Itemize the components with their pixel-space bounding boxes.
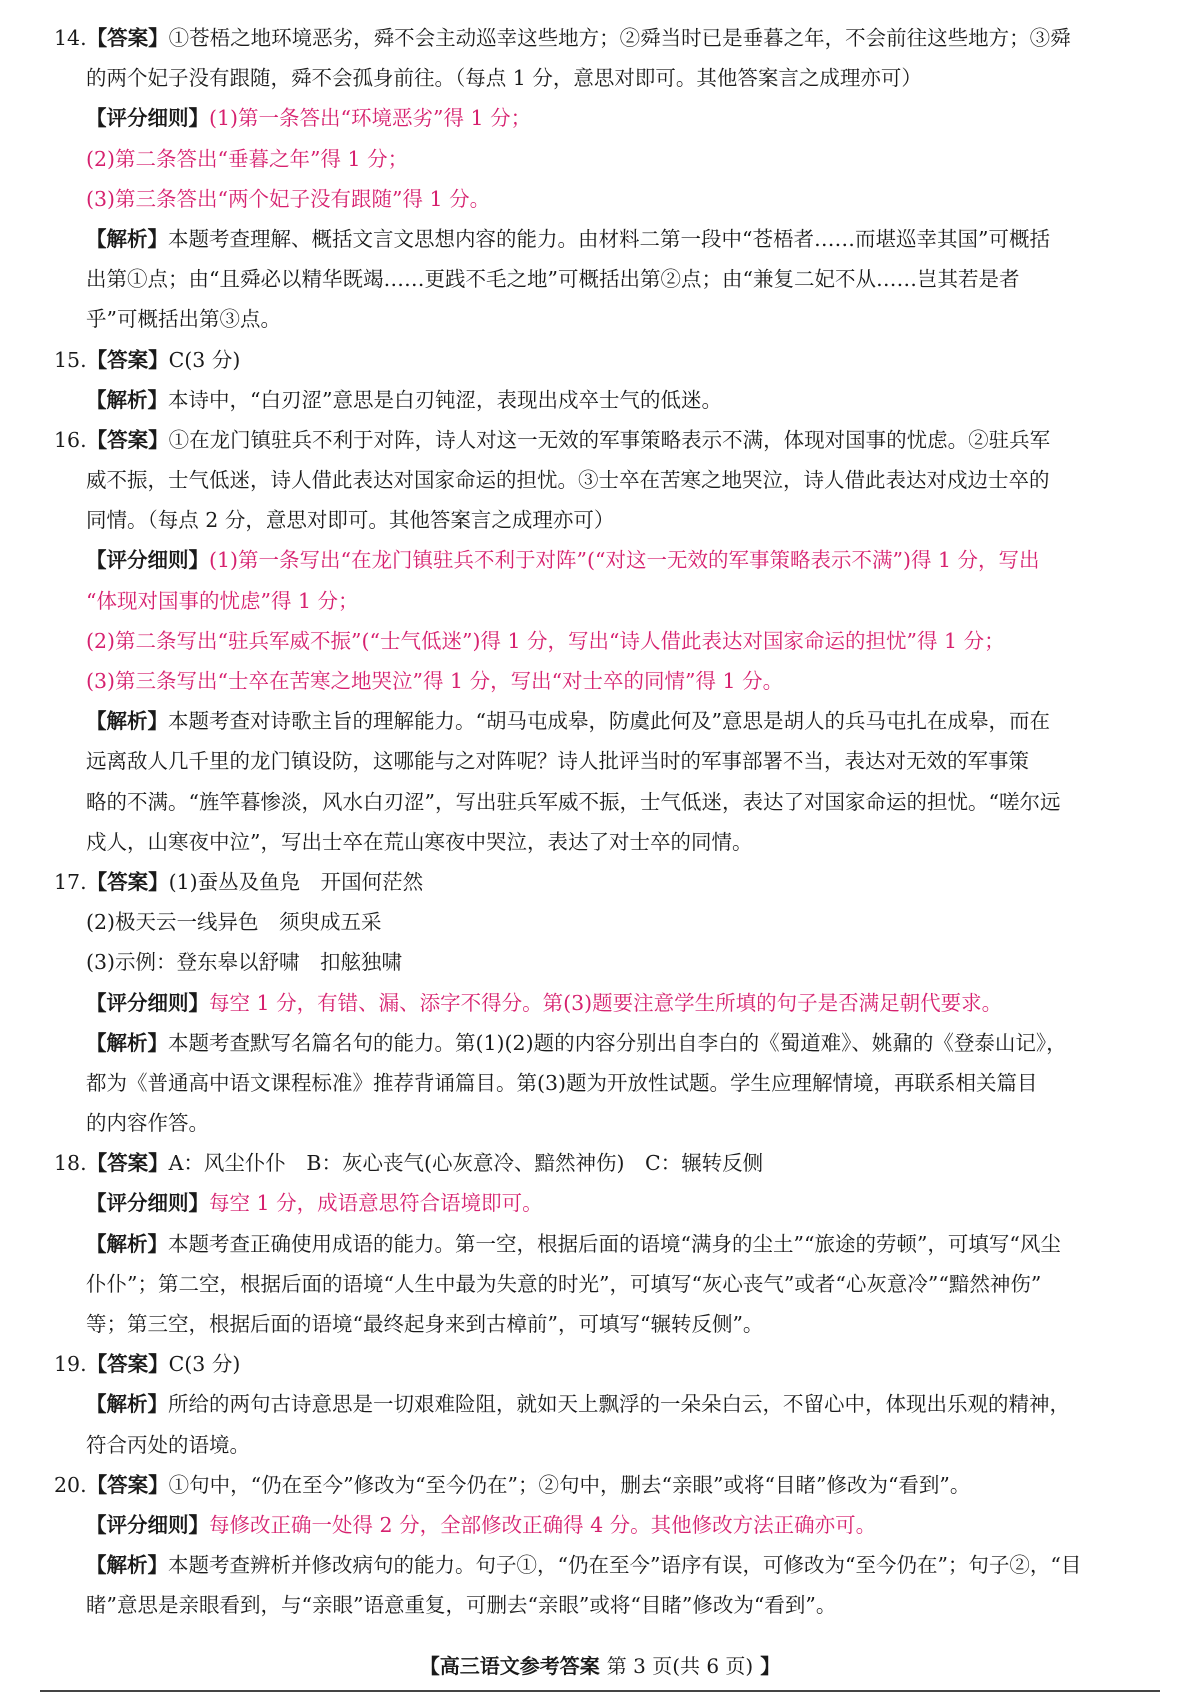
section-label: 【评分细则】 xyxy=(86,106,209,131)
question-number: 17. xyxy=(54,869,87,894)
text-line xyxy=(54,902,1144,942)
footer-close: 】 xyxy=(760,1654,781,1678)
text-line xyxy=(54,1143,1144,1183)
section-label: 【答案】 xyxy=(86,1472,169,1497)
text-line xyxy=(54,1224,1144,1264)
text-line xyxy=(54,1304,1144,1344)
scoring-rule-text: (1)第一条写出“在龙门镇驻兵不利于对阵”(“对这一无效的军事策略表示不满”)得 1 分，写出 xyxy=(209,548,1040,573)
body-text: (3)示例：登东皋以舒啸 扣舷独啸 xyxy=(86,950,403,975)
question-number: 20. xyxy=(54,1472,87,1497)
scoring-rule-text: 每修改正确一处得 2 分，全部修改正确得 4 分。其他修改方法正确亦可。 xyxy=(209,1512,877,1537)
question-number: 15. xyxy=(54,347,87,372)
text-line xyxy=(54,1063,1144,1103)
body-text: 仆仆”；第二空，根据后面的语境“人生中最为失意的时光”，可填写“灰心丧气”或者“心灰意冷”“黯然神伤” xyxy=(86,1271,1042,1296)
section-label: 【解析】 xyxy=(86,387,168,412)
body-text: 睹”意思是亲眼看到，与“亲眼”语意重复，可删去“亲眼”或将“目睹”修改为“看到”。 xyxy=(86,1593,837,1618)
body-text: C(3 分) xyxy=(168,347,241,372)
bottom-rule xyxy=(40,1690,1160,1692)
section-label: 【解析】 xyxy=(86,709,168,734)
body-text: A：风尘仆仆 B：灰心丧气(心灰意冷、黯然神伤) C：辗转反侧 xyxy=(168,1151,764,1176)
section-label: 【解析】 xyxy=(86,1392,168,1417)
body-text: 符合丙处的语境。 xyxy=(86,1432,250,1457)
body-text: 本题考查正确使用成语的能力。第一空，根据后面的语境“满身的尘土”“旅途的劳顿”，可填写“风尘 xyxy=(168,1231,1061,1256)
section-label: 【答案】 xyxy=(86,1352,169,1377)
section-label: 【答案】 xyxy=(86,869,169,894)
body-text: 本题考查理解、概括文言文思想内容的能力。由材料二第一段中“苍梧者……而堪巡幸其国”可概括 xyxy=(168,226,1050,251)
scoring-rule-text: (2)第二条答出“垂暮之年”得 1 分； xyxy=(86,146,409,171)
text-line xyxy=(54,340,1144,380)
section-label: 【解析】 xyxy=(86,226,168,251)
text-line xyxy=(54,701,1144,741)
text-line xyxy=(54,1183,1144,1223)
body-text: 本诗中，“白刃涩”意思是白刃钝涩，表现出戍卒士气的低迷。 xyxy=(168,387,722,412)
answer-content xyxy=(54,18,1144,1626)
body-text: 略的不满。“旌竿暮惨淡，风水白刃涩”，写出驻兵军威不振，士气低迷，表达了对国家命运的担忧。“嗟尔远 xyxy=(86,789,1061,814)
body-text: 都为《普通高中语文课程标准》推荐背诵篇目。第(3)题为开放性试题。学生应理解情境，再联系相关篇目 xyxy=(86,1070,1038,1095)
text-line xyxy=(54,1103,1144,1143)
text-line xyxy=(54,983,1144,1023)
body-text: 所给的两句古诗意思是一切艰难险阻，就如天上飘浮的一朵朵白云，不留心中，体现出乐观的精神， xyxy=(168,1392,1070,1417)
scoring-rule-text: (2)第二条写出“驻兵军威不振”(“士气低迷”)得 1 分，写出“诗人借此表达对国家命运的担忧”得 1 分； xyxy=(86,628,1005,653)
text-line xyxy=(54,380,1144,420)
text-line xyxy=(54,259,1144,299)
section-label: 【评分细则】 xyxy=(86,990,209,1015)
body-text: 出第①点；由“且舜必以精华既竭……更践不毛之地”可概括出第②点；由“兼复二妃不从……岂其若是者 xyxy=(86,267,1020,292)
text-line xyxy=(54,18,1144,58)
body-text: 同情。（每点 2 分，意思对即可。其他答案言之成理亦可） xyxy=(86,508,615,533)
body-text: 的两个妃子没有跟随，舜不会孤身前往。（每点 1 分，意思对即可。其他答案言之成理亦可） xyxy=(86,66,922,91)
scoring-rule-text: (3)第三条写出“士卒在苦寒之地哭泣”得 1 分，写出“对士卒的同情”得 1 分。 xyxy=(86,669,784,693)
section-label: 【解析】 xyxy=(86,1553,168,1578)
body-text: C(3 分) xyxy=(168,1352,241,1377)
section-label: 【评分细则】 xyxy=(86,548,209,573)
text-line xyxy=(54,1384,1144,1424)
text-line xyxy=(54,1585,1144,1625)
body-text: 的内容作答。 xyxy=(86,1111,209,1136)
text-line xyxy=(54,420,1144,460)
scoring-rule-text: (1)第一条答出“环境恶劣”得 1 分； xyxy=(209,106,532,131)
scoring-rule-text: (3)第三条答出“两个妃子没有跟随”得 1 分。 xyxy=(86,186,491,211)
section-label: 【答案】 xyxy=(86,347,169,372)
section-label: 【解析】 xyxy=(86,1231,168,1256)
text-line xyxy=(54,1425,1144,1465)
body-text: 威不振，士气低迷，诗人借此表达对国家命运的担忧。③士卒在苦寒之地哭泣，诗人借此表达对戍边士卒的 xyxy=(86,468,1050,493)
section-label: 【答案】 xyxy=(86,427,169,452)
body-text: 戍人，山寒夜中泣”，写出士卒在荒山寒夜中哭泣，表达了对士卒的同情。 xyxy=(86,829,753,854)
body-text: (2)极天云一线异色 须臾成五采 xyxy=(86,910,382,935)
text-line xyxy=(54,581,1144,621)
text-line xyxy=(54,460,1144,500)
text-line xyxy=(54,58,1144,98)
body-text: 等；第三空，根据后面的语境“最终起身来到古樟前”，可填写“辗转反侧”。 xyxy=(86,1312,764,1336)
text-line xyxy=(54,621,1144,661)
body-text: ①句中，“仍在至今”修改为“至今仍在”；②句中，删去“亲眼”或将“目睹”修改为“看到”。 xyxy=(168,1472,971,1497)
text-line xyxy=(54,1545,1144,1585)
text-line xyxy=(54,219,1144,259)
text-line xyxy=(54,1505,1144,1545)
text-line xyxy=(54,822,1144,862)
body-text: 本题考查辨析并修改病句的能力。句子①，“仍在至今”语序有误，可修改为“至今仍在”；句子②，“目 xyxy=(168,1553,1082,1578)
scoring-rule-text: 每空 1 分，成语意思符合语境即可。 xyxy=(209,1191,543,1216)
text-line xyxy=(54,540,1144,580)
text-line xyxy=(54,500,1144,540)
body-text: 本题考查默写名篇名句的能力。第(1)(2)题的内容分别出自李白的《蜀道难》、姚鼐的《登泰山记》， xyxy=(168,1030,1067,1055)
text-line xyxy=(54,942,1144,982)
text-line xyxy=(54,139,1144,179)
section-label: 【答案】 xyxy=(86,26,169,50)
body-text: 乎”可概括出第③点。 xyxy=(86,307,281,332)
text-line xyxy=(54,661,1144,701)
section-label: 【评分细则】 xyxy=(86,1191,209,1216)
body-text: 本题考查对诗歌主旨的理解能力。“胡马屯成皋，防虞此何及”意思是胡人的兵马屯扎在成皋，而在 xyxy=(168,709,1050,734)
footer-title: 【高三语文参考答案 xyxy=(419,1654,600,1678)
question-number: 16. xyxy=(54,427,87,452)
body-text: 远离敌人几千里的龙门镇设防，这哪能与之对阵呢？诗人批评当时的军事部署不当，表达对无效的军事策 xyxy=(86,749,1029,774)
text-line xyxy=(54,299,1144,339)
scoring-rule-text: “体现对国事的忧虑”得 1 分； xyxy=(86,588,359,613)
text-line xyxy=(54,1465,1144,1505)
body-text: ①在龙门镇驻兵不利于对阵，诗人对这一无效的军事策略表示不满，体现对国事的忧虑。②驻兵军 xyxy=(168,427,1051,452)
text-line xyxy=(54,1264,1144,1304)
text-line xyxy=(54,1023,1144,1063)
body-text: (1)蚕丛及鱼凫 开国何茫然 xyxy=(168,869,424,894)
question-number: 19. xyxy=(54,1352,87,1377)
question-number: 18. xyxy=(54,1151,87,1176)
section-label: 【解析】 xyxy=(86,1030,168,1055)
text-line xyxy=(54,1344,1144,1384)
section-label: 【评分细则】 xyxy=(86,1512,209,1537)
page-footer xyxy=(0,1651,1200,1681)
text-line xyxy=(54,98,1144,138)
scoring-rule-text: 每空 1 分，有错、漏、添字不得分。第(3)题要注意学生所填的句子是否满足朝代要求。 xyxy=(209,990,1003,1015)
text-line xyxy=(54,741,1144,781)
section-label: 【答案】 xyxy=(86,1151,169,1176)
text-line xyxy=(54,179,1144,219)
body-text: ①苍梧之地环境恶劣，舜不会主动巡幸这些地方；②舜当时已是垂暮之年，不会前往这些地方；③舜 xyxy=(168,26,1071,50)
question-number: 14. xyxy=(54,26,87,50)
footer-page-number: 第 3 页(共 6 页) xyxy=(606,1654,754,1678)
text-line xyxy=(54,782,1144,822)
text-line xyxy=(54,862,1144,902)
